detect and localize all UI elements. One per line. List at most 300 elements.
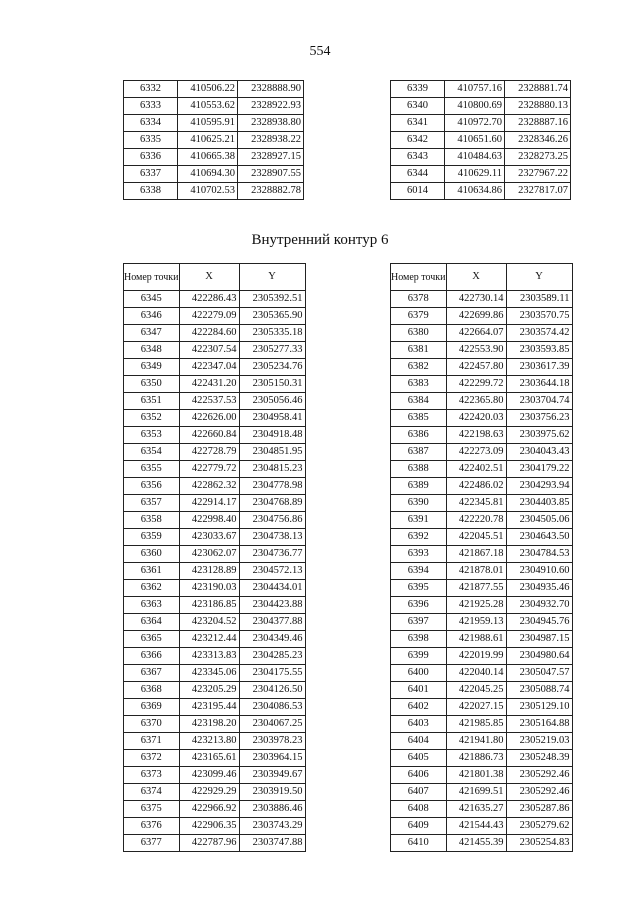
table-row [391,563,573,580]
y-coordinate-cell: 2328938.80 [238,115,304,132]
x-coordinate-cell: 422660.84 [179,427,239,444]
x-coordinate-cell: 423190.03 [179,580,239,597]
point-number-cell: 6394 [391,563,447,580]
y-coordinate-cell: 2305392.51 [239,291,305,308]
y-coordinate-cell: 2328882.78 [238,183,304,200]
y-coordinate-cell: 2303964.15 [239,750,305,767]
x-coordinate-cell: 421544.43 [446,818,506,835]
x-coordinate-cell: 422284.60 [179,325,239,342]
y-coordinate-cell: 2303919.50 [239,784,305,801]
table-row [391,410,573,427]
y-coordinate-cell: 2328938.22 [238,132,304,149]
point-number-cell: 6340 [391,98,445,115]
y-coordinate-cell: 2304784.53 [506,546,572,563]
y-coordinate-cell: 2305219.03 [506,733,572,750]
table-row [391,784,573,801]
x-coordinate-cell: 421941.80 [446,733,506,750]
point-number-cell: 6346 [124,308,180,325]
section-title: Внутренний контур 6 [251,232,389,248]
table-row [391,495,573,512]
table-row [124,98,304,115]
point-number-cell: 6395 [391,580,447,597]
table-row [124,291,306,308]
point-number-cell: 6378 [391,291,447,308]
x-coordinate-cell: 410595.91 [178,115,238,132]
table-row [124,699,306,716]
y-coordinate-cell: 2304778.98 [239,478,305,495]
y-coordinate-cell: 2305164.88 [506,716,572,733]
table-row [124,81,304,98]
point-number-cell: 6342 [391,132,445,149]
y-coordinate-cell: 2304067.25 [239,716,305,733]
point-number-cell: 6384 [391,393,447,410]
table-row [124,563,306,580]
x-coordinate-cell: 421699.51 [446,784,506,801]
point-number-cell: 6392 [391,529,447,546]
x-coordinate-cell: 421988.61 [446,631,506,648]
point-number-cell: 6353 [124,427,180,444]
table-row [124,444,306,461]
table-row [391,665,573,682]
point-number-cell: 6348 [124,342,180,359]
table-row [391,682,573,699]
point-number-cell: 6345 [124,291,180,308]
x-coordinate-cell: 421985.85 [446,716,506,733]
table-row [391,478,573,495]
y-coordinate-cell: 2328880.13 [505,98,571,115]
table-row [124,784,306,801]
y-coordinate-cell: 2305234.76 [239,359,305,376]
y-coordinate-cell: 2305056.46 [239,393,305,410]
x-coordinate-cell: 422779.72 [179,461,239,478]
point-number-cell: 6344 [391,166,445,183]
y-coordinate-cell: 2305292.46 [506,767,572,784]
y-coordinate-cell: 2304958.41 [239,410,305,427]
x-coordinate-cell: 421877.55 [446,580,506,597]
x-coordinate-cell: 423213.80 [179,733,239,750]
point-number-cell: 6404 [391,733,447,750]
x-coordinate-cell: 423212.44 [179,631,239,648]
y-coordinate-cell: 2304293.94 [506,478,572,495]
y-coordinate-cell: 2328346.26 [505,132,571,149]
x-coordinate-cell: 422347.04 [179,359,239,376]
x-coordinate-cell: 423204.52 [179,614,239,631]
x-coordinate-cell: 410625.21 [178,132,238,149]
y-coordinate-cell: 2304643.50 [506,529,572,546]
x-coordinate-cell: 422299.72 [446,376,506,393]
x-coordinate-cell: 421959.13 [446,614,506,631]
y-coordinate-cell: 2304086.53 [239,699,305,716]
y-coordinate-cell: 2304572.13 [239,563,305,580]
point-number-cell: 6381 [391,342,447,359]
x-coordinate-cell: 410629.11 [445,166,505,183]
x-coordinate-cell: 423128.89 [179,563,239,580]
header-number: Номер точки [391,264,447,291]
table-row [124,512,306,529]
point-number-cell: 6386 [391,427,447,444]
x-coordinate-cell: 410972.70 [445,115,505,132]
point-number-cell: 6343 [391,149,445,166]
x-coordinate-cell: 421801.38 [446,767,506,784]
table-row [124,149,304,166]
y-coordinate-cell: 2328907.55 [238,166,304,183]
x-coordinate-cell: 423345.06 [179,665,239,682]
x-coordinate-cell: 422273.09 [446,444,506,461]
y-coordinate-cell: 2303975.62 [506,427,572,444]
table-row [391,750,573,767]
table-row [391,444,573,461]
table-row [391,801,573,818]
point-number-cell: 6336 [124,149,178,166]
table-row [391,81,571,98]
table-row [124,597,306,614]
x-coordinate-cell: 422420.03 [446,410,506,427]
y-coordinate-cell: 2303589.11 [506,291,572,308]
y-coordinate-cell: 2327817.07 [505,183,571,200]
point-number-cell: 6405 [391,750,447,767]
y-coordinate-cell: 2304505.06 [506,512,572,529]
table-row [124,376,306,393]
y-coordinate-cell: 2305129.10 [506,699,572,716]
point-number-cell: 6380 [391,325,447,342]
point-number-cell: 6385 [391,410,447,427]
table-row [124,835,306,852]
x-coordinate-cell: 422553.90 [446,342,506,359]
point-number-cell: 6407 [391,784,447,801]
table-row [124,342,306,359]
table-row [124,767,306,784]
point-number-cell: 6355 [124,461,180,478]
point-number-cell: 6393 [391,546,447,563]
point-number-cell: 6349 [124,359,180,376]
table-row [391,166,571,183]
table-row [391,614,573,631]
x-coordinate-cell: 422728.79 [179,444,239,461]
table-row [391,376,573,393]
point-number-cell: 6363 [124,597,180,614]
point-number-cell: 6396 [391,597,447,614]
y-coordinate-cell: 2303886.46 [239,801,305,818]
y-coordinate-cell: 2305047.57 [506,665,572,682]
table-row [124,478,306,495]
x-coordinate-cell: 410694.30 [178,166,238,183]
table-row [124,132,304,149]
x-coordinate-cell: 410665.38 [178,149,238,166]
x-coordinate-cell: 423186.85 [179,597,239,614]
y-coordinate-cell: 2304179.22 [506,461,572,478]
x-coordinate-cell: 422664.07 [446,325,506,342]
table-row [391,115,571,132]
x-coordinate-cell: 422966.92 [179,801,239,818]
point-number-cell: 6367 [124,665,180,682]
point-number-cell: 6379 [391,308,447,325]
table-row [124,818,306,835]
x-coordinate-cell: 410651.60 [445,132,505,149]
point-number-cell: 6388 [391,461,447,478]
x-coordinate-cell: 410702.53 [178,183,238,200]
point-number-cell: 6373 [124,767,180,784]
y-coordinate-cell: 2304403.85 [506,495,572,512]
x-coordinate-cell: 422626.00 [179,410,239,427]
y-coordinate-cell: 2304815.23 [239,461,305,478]
table-row [124,580,306,597]
x-coordinate-cell: 421886.73 [446,750,506,767]
table-row [391,699,573,716]
x-coordinate-cell: 423205.29 [179,682,239,699]
header-number: Номер точки [124,264,180,291]
table-row [124,801,306,818]
point-number-cell: 6398 [391,631,447,648]
top-left-coordinates-table [123,80,304,200]
y-coordinate-cell: 2304932.70 [506,597,572,614]
table-row [391,427,573,444]
table-row [124,166,304,183]
x-coordinate-cell: 423198.20 [179,716,239,733]
y-coordinate-cell: 2304945.76 [506,614,572,631]
y-coordinate-cell: 2304349.46 [239,631,305,648]
point-number-cell: 6339 [391,81,445,98]
y-coordinate-cell: 2304987.15 [506,631,572,648]
x-coordinate-cell: 422699.86 [446,308,506,325]
point-number-cell: 6387 [391,444,447,461]
y-coordinate-cell: 2328887.16 [505,115,571,132]
point-number-cell: 6335 [124,132,178,149]
x-coordinate-cell: 421925.28 [446,597,506,614]
point-number-cell: 6014 [391,183,445,200]
point-number-cell: 6365 [124,631,180,648]
header-x: X [179,264,239,291]
y-coordinate-cell: 2328888.90 [238,81,304,98]
y-coordinate-cell: 2305150.31 [239,376,305,393]
table-row [391,818,573,835]
header-x: X [446,264,506,291]
main-right-coordinates-table [390,263,573,852]
point-number-cell: 6352 [124,410,180,427]
table-row [391,291,573,308]
table-row [124,461,306,478]
x-coordinate-cell: 422431.20 [179,376,239,393]
x-coordinate-cell: 410634.86 [445,183,505,200]
point-number-cell: 6359 [124,529,180,546]
point-number-cell: 6334 [124,115,178,132]
table-row [391,716,573,733]
y-coordinate-cell: 2328881.74 [505,81,571,98]
table-row [124,716,306,733]
x-coordinate-cell: 422486.02 [446,478,506,495]
table-row [391,512,573,529]
table-row [391,132,571,149]
x-coordinate-cell: 423165.61 [179,750,239,767]
table-row [124,410,306,427]
y-coordinate-cell: 2304910.60 [506,563,572,580]
header-y: Y [239,264,305,291]
y-coordinate-cell: 2304377.88 [239,614,305,631]
table-row [391,393,573,410]
x-coordinate-cell: 422307.54 [179,342,239,359]
page-number: 554 [309,44,331,59]
point-number-cell: 6347 [124,325,180,342]
point-number-cell: 6366 [124,648,180,665]
x-coordinate-cell: 422045.51 [446,529,506,546]
table-row [124,546,306,563]
table-row [391,733,573,750]
table-row [124,393,306,410]
point-number-cell: 6333 [124,98,178,115]
y-coordinate-cell: 2304756.86 [239,512,305,529]
y-coordinate-cell: 2304851.95 [239,444,305,461]
x-coordinate-cell: 422730.14 [446,291,506,308]
top-right-coordinates-table [390,80,571,200]
table-row [391,359,573,376]
x-coordinate-cell: 421635.27 [446,801,506,818]
point-number-cell: 6362 [124,580,180,597]
y-coordinate-cell: 2305287.86 [506,801,572,818]
x-coordinate-cell: 423195.44 [179,699,239,716]
table-row [391,461,573,478]
y-coordinate-cell: 2328922.93 [238,98,304,115]
x-coordinate-cell: 423099.46 [179,767,239,784]
point-number-cell: 6369 [124,699,180,716]
x-coordinate-cell: 422019.99 [446,648,506,665]
y-coordinate-cell: 2305088.74 [506,682,572,699]
y-coordinate-cell: 2305365.90 [239,308,305,325]
header-row [124,264,306,291]
point-number-cell: 6351 [124,393,180,410]
x-coordinate-cell: 422027.15 [446,699,506,716]
x-coordinate-cell: 422279.09 [179,308,239,325]
y-coordinate-cell: 2304935.46 [506,580,572,597]
x-coordinate-cell: 422914.17 [179,495,239,512]
table-row [391,308,573,325]
y-coordinate-cell: 2328927.15 [238,149,304,166]
point-number-cell: 6364 [124,614,180,631]
table-row [124,325,306,342]
table-row [124,682,306,699]
x-coordinate-cell: 421878.01 [446,563,506,580]
y-coordinate-cell: 2304285.23 [239,648,305,665]
point-number-cell: 6354 [124,444,180,461]
point-number-cell: 6401 [391,682,447,699]
point-number-cell: 6368 [124,682,180,699]
y-coordinate-cell: 2327967.22 [505,166,571,183]
y-coordinate-cell: 2303756.23 [506,410,572,427]
table-row [124,648,306,665]
x-coordinate-cell: 410757.16 [445,81,505,98]
y-coordinate-cell: 2304043.43 [506,444,572,461]
y-coordinate-cell: 2305254.83 [506,835,572,852]
point-number-cell: 6397 [391,614,447,631]
table-row [124,750,306,767]
point-number-cell: 6358 [124,512,180,529]
point-number-cell: 6360 [124,546,180,563]
x-coordinate-cell: 422198.63 [446,427,506,444]
table-row [124,614,306,631]
x-coordinate-cell: 422862.32 [179,478,239,495]
point-number-cell: 6375 [124,801,180,818]
x-coordinate-cell: 423033.67 [179,529,239,546]
header-row [391,264,573,291]
table-row [391,149,571,166]
y-coordinate-cell: 2304768.89 [239,495,305,512]
x-coordinate-cell: 422286.43 [179,291,239,308]
table-row [124,631,306,648]
x-coordinate-cell: 422787.96 [179,835,239,852]
y-coordinate-cell: 2303617.39 [506,359,572,376]
x-coordinate-cell: 410506.22 [178,81,238,98]
x-coordinate-cell: 422998.40 [179,512,239,529]
y-coordinate-cell: 2304738.13 [239,529,305,546]
table-row [391,835,573,852]
x-coordinate-cell: 422402.51 [446,461,506,478]
point-number-cell: 6389 [391,478,447,495]
table-row [124,359,306,376]
point-number-cell: 6408 [391,801,447,818]
y-coordinate-cell: 2304175.55 [239,665,305,682]
point-number-cell: 6391 [391,512,447,529]
y-coordinate-cell: 2303747.88 [239,835,305,852]
point-number-cell: 6338 [124,183,178,200]
y-coordinate-cell: 2303743.29 [239,818,305,835]
x-coordinate-cell: 421455.39 [446,835,506,852]
table-row [124,308,306,325]
point-number-cell: 6357 [124,495,180,512]
y-coordinate-cell: 2304434.01 [239,580,305,597]
x-coordinate-cell: 422929.29 [179,784,239,801]
y-coordinate-cell: 2305292.46 [506,784,572,801]
point-number-cell: 6390 [391,495,447,512]
table-row [391,342,573,359]
point-number-cell: 6374 [124,784,180,801]
y-coordinate-cell: 2304423.88 [239,597,305,614]
point-number-cell: 6332 [124,81,178,98]
table-row [391,631,573,648]
x-coordinate-cell: 422045.25 [446,682,506,699]
point-number-cell: 6361 [124,563,180,580]
y-coordinate-cell: 2303574.42 [506,325,572,342]
point-number-cell: 6399 [391,648,447,665]
point-number-cell: 6356 [124,478,180,495]
point-number-cell: 6403 [391,716,447,733]
table-row [391,183,571,200]
table-row [391,597,573,614]
x-coordinate-cell: 422457.80 [446,359,506,376]
point-number-cell: 6400 [391,665,447,682]
table-row [391,580,573,597]
y-coordinate-cell: 2304980.64 [506,648,572,665]
y-coordinate-cell: 2305279.62 [506,818,572,835]
y-coordinate-cell: 2303644.18 [506,376,572,393]
y-coordinate-cell: 2328273.25 [505,149,571,166]
y-coordinate-cell: 2304126.50 [239,682,305,699]
point-number-cell: 6372 [124,750,180,767]
table-row [391,325,573,342]
header-y: Y [506,264,572,291]
x-coordinate-cell: 423313.83 [179,648,239,665]
x-coordinate-cell: 422537.53 [179,393,239,410]
y-coordinate-cell: 2305335.18 [239,325,305,342]
point-number-cell: 6337 [124,166,178,183]
point-number-cell: 6371 [124,733,180,750]
table-row [391,767,573,784]
table-row [124,115,304,132]
x-coordinate-cell: 410553.62 [178,98,238,115]
x-coordinate-cell: 422906.35 [179,818,239,835]
y-coordinate-cell: 2303570.75 [506,308,572,325]
y-coordinate-cell: 2305248.39 [506,750,572,767]
point-number-cell: 6402 [391,699,447,716]
table-row [124,495,306,512]
x-coordinate-cell: 421867.18 [446,546,506,563]
